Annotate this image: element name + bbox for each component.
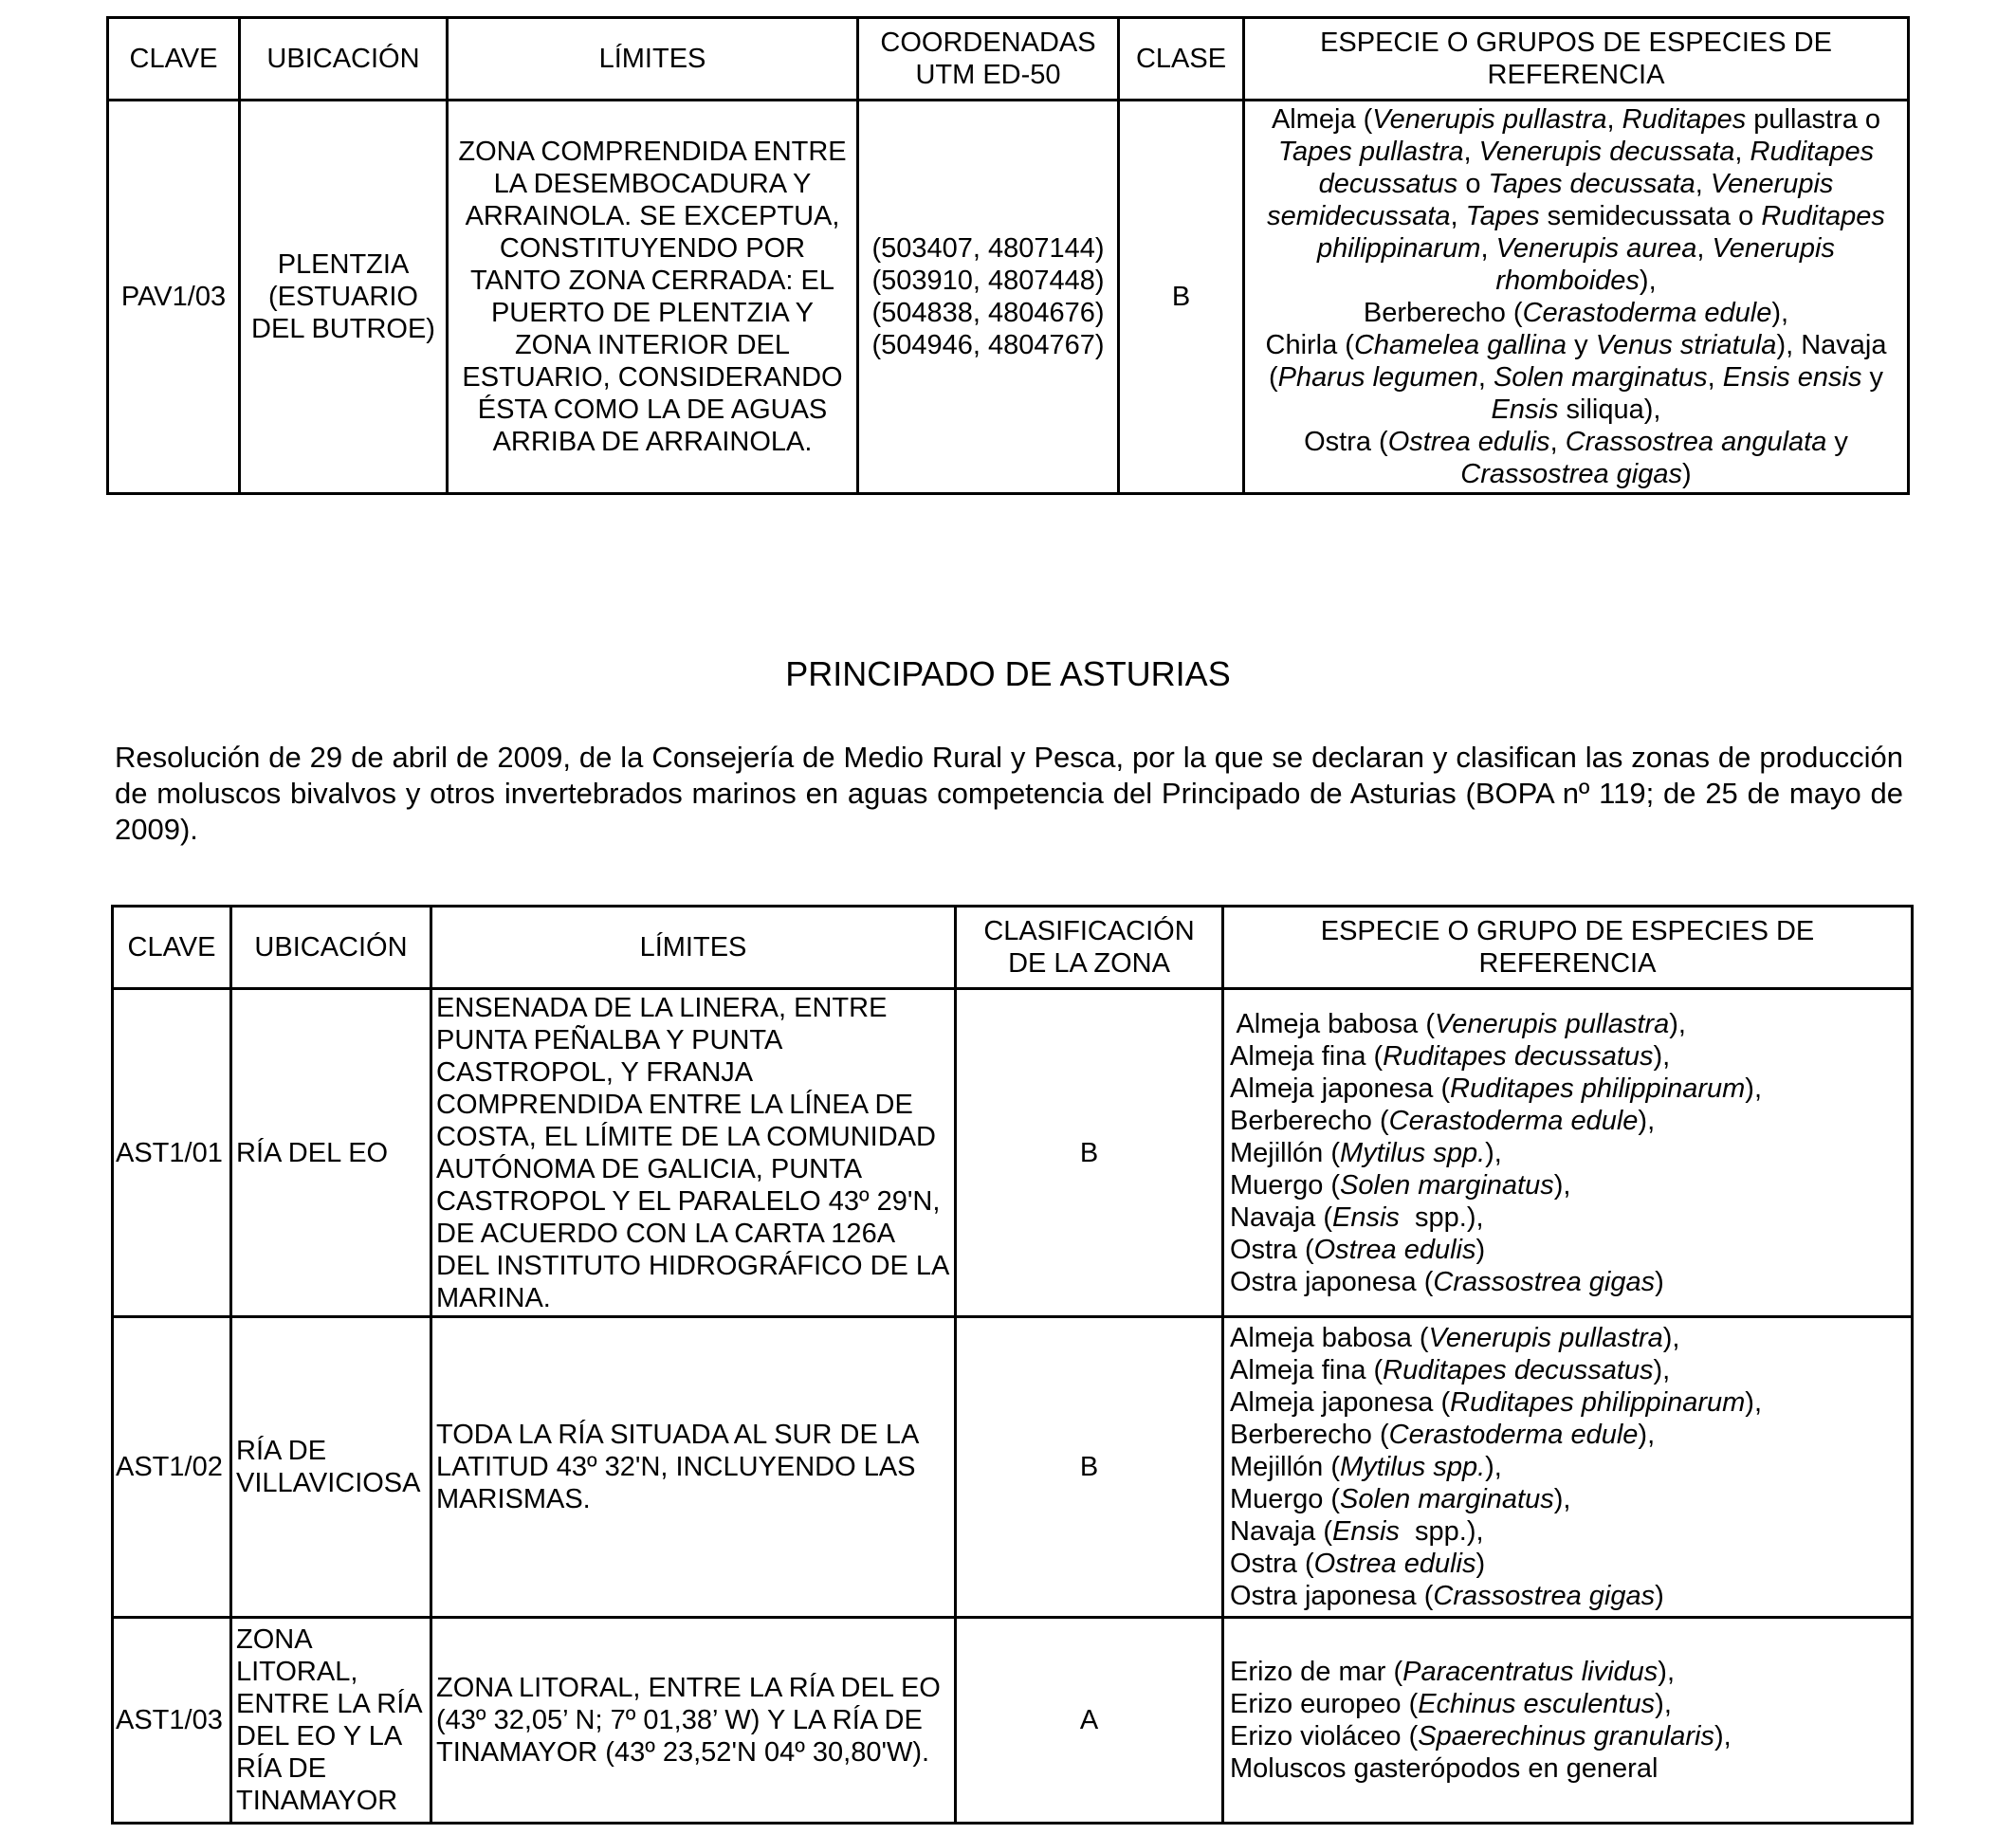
species-scientific-name: Venerupis decussata [1478, 137, 1735, 167]
species-scientific-name: Venerupis semidecussata [1267, 169, 1834, 231]
species-text: ) [1475, 1549, 1486, 1579]
species-scientific-name: Venerupis pullastra [1435, 1008, 1670, 1039]
species-text: ), [1485, 1452, 1502, 1482]
species-scientific-name: Venerupis rhomboides [1495, 233, 1835, 296]
cell-limites: TODA LA RÍA SITUADA AL SUR DE LA LATITUD 43º 32'N, INCLUYENDO LAS MARISMAS. [431, 1317, 956, 1618]
species-line [1230, 1073, 1907, 1105]
species-scientific-name: Ensis [1332, 1201, 1400, 1233]
cell-ubicacion: RÍA DEL EO [231, 989, 431, 1317]
species-line [1230, 1580, 1907, 1612]
species-text: pullastra o [1746, 104, 1881, 135]
species-scientific-name: Venerupis aurea [1495, 233, 1697, 264]
species-line [1230, 1386, 1907, 1419]
header-coordenadas: COORDENADAS UTM ED-50 [858, 18, 1119, 101]
species-scientific-name: Ruditapes philippinarum [1450, 1387, 1746, 1418]
cell-clave: AST1/01 [113, 989, 231, 1317]
species-text: ), [1745, 1387, 1762, 1418]
species-text: ), [1745, 1073, 1762, 1104]
species-scientific-name: Ruditapes philippinarum [1316, 201, 1885, 264]
species-scientific-name: Venerupis pullastra [1428, 1323, 1663, 1353]
cell-clave: AST1/03 [113, 1618, 231, 1824]
species-text: Almeja fina ( [1230, 1040, 1384, 1072]
species-scientific-name: Cerastoderma edule [1388, 1105, 1639, 1136]
species-text: ), [1771, 298, 1789, 328]
species-text: ) [1655, 1581, 1664, 1611]
table-header-row [108, 18, 1909, 101]
species-text: Ostra ( [1304, 427, 1388, 457]
species-text: ), [1662, 1323, 1680, 1353]
species-text: y [1861, 362, 1884, 393]
cell-especies [1223, 1317, 1913, 1618]
species-text: ), [1638, 1105, 1656, 1136]
coordinate: (503910, 4807448) [871, 266, 1105, 296]
species-text: Muergo ( [1230, 1484, 1341, 1514]
species-text: spp.), [1399, 1516, 1484, 1547]
species-line [1230, 1008, 1907, 1040]
species-line [1230, 1483, 1907, 1515]
species-text: Erizo violáceo ( [1230, 1721, 1419, 1751]
species-text: ), [1653, 1355, 1671, 1385]
species-scientific-name: Tapes pullastra [1277, 137, 1464, 167]
species-text: , [1450, 201, 1466, 231]
table-row [113, 1317, 1913, 1618]
cell-ubicacion: RÍA DE VILLAVICIOSA [231, 1317, 431, 1618]
cell-clasificacion: B [956, 989, 1223, 1317]
species-text: ), [1485, 1137, 1502, 1168]
species-text: siliqua), [1558, 394, 1661, 425]
species-scientific-name: Tapes [1465, 201, 1540, 231]
species-text: , [1606, 104, 1622, 135]
table-row [108, 101, 1909, 494]
species-line [1230, 1354, 1907, 1386]
species-text: ), [1638, 1420, 1656, 1450]
species-text: Chirla ( [1265, 330, 1354, 360]
coordinate: (504838, 4804676) [871, 298, 1105, 328]
coordinate: (504946, 4804767) [871, 330, 1105, 360]
species-scientific-name: Crassostrea angulata [1565, 427, 1827, 457]
cell-clave: PAV1/03 [108, 101, 240, 494]
species-scientific-name: Ruditapes [1622, 104, 1747, 135]
cell-limites: ZONA LITORAL, ENTRE LA RÍA DEL EO (43º 32,05’ N; 7º 01,38’ W) Y LA RÍA DE TINAMAYOR (43º 23,52'N 04º 30,80'W). [431, 1618, 956, 1824]
cell-clave: AST1/02 [113, 1317, 231, 1618]
species-scientific-name: Tapes decussata [1488, 169, 1695, 199]
species-text: Ostra japonesa ( [1230, 1266, 1434, 1297]
species-text: ) [1655, 1266, 1664, 1297]
species-scientific-name: Ruditapes decussatus [1318, 137, 1875, 199]
species-scientific-name: Paracentratus lividus [1402, 1657, 1659, 1687]
species-scientific-name: Solen marginatus [1340, 1169, 1554, 1201]
species-line [1230, 1515, 1907, 1548]
species-text: y [1826, 427, 1848, 457]
species-text: Mejillón ( [1230, 1137, 1341, 1168]
species-text: Almeja babosa ( [1230, 1008, 1436, 1039]
species-text: Almeja babosa ( [1230, 1323, 1429, 1353]
species-scientific-name: Crassostrea gigas [1433, 1266, 1656, 1297]
species-scientific-name: Echinus esculentus [1418, 1689, 1656, 1719]
cell-especies [1223, 989, 1913, 1317]
species-text: Berberecho ( [1230, 1420, 1389, 1450]
species-text: ), [1658, 1657, 1676, 1687]
species-text: Erizo europeo ( [1230, 1689, 1419, 1719]
species-text: Ostra ( [1230, 1549, 1314, 1579]
header-especies: ESPECIE O GRUPO DE ESPECIES DE REFERENCIA [1223, 907, 1913, 989]
species-text: ) [1682, 459, 1692, 489]
cell-clasificacion: B [956, 1317, 1223, 1618]
species-text: ), [1553, 1169, 1571, 1201]
species-text: , [1480, 233, 1496, 264]
species-text: ) [1475, 1234, 1486, 1265]
species-text: ), [1553, 1484, 1571, 1514]
species-text: ), [1669, 1008, 1686, 1039]
species-text: o [1457, 169, 1489, 199]
species-text: ), [1655, 1689, 1672, 1719]
cell-especies [1244, 101, 1909, 494]
species-line [1230, 1169, 1907, 1201]
cell-limites: ZONA COMPRENDIDA ENTRE LA DESEMBOCADURA Y ARRAINOLA. SE EXCEPTUA, CONSTITUYENDO POR TANTO ZONA CERRADA: EL PUERTO DE PLENTZIA Y ZONA INTERIOR DEL ESTUARIO, CONSIDERANDO ÉSTA COMO LA DE AGUAS ARRIBA DE ARRAINOLA. [448, 101, 858, 494]
species-scientific-name: Venus striatula [1595, 330, 1777, 360]
species-text: semidecussata o [1539, 201, 1762, 231]
header-limites: LÍMITES [431, 907, 956, 989]
species-scientific-name: Ostrea edulis [1387, 427, 1550, 457]
header-ubicacion: UBICACIÓN [240, 18, 448, 101]
species-text: Ostra ( [1230, 1234, 1314, 1265]
species-text: Navaja ( [1230, 1201, 1332, 1233]
species-text: , [1734, 137, 1750, 167]
species-scientific-name: Mytilus spp. [1340, 1452, 1486, 1482]
species-scientific-name: Ruditapes decussatus [1383, 1040, 1654, 1072]
species-line [1230, 1548, 1907, 1580]
species-text: , [1477, 362, 1494, 393]
species-line [1230, 1040, 1907, 1073]
species-line [1230, 1322, 1907, 1354]
species-text: Muergo ( [1230, 1169, 1341, 1201]
species-text: Ostra japonesa ( [1230, 1581, 1434, 1611]
species-line [1230, 1720, 1907, 1752]
header-especies: ESPECIE O GRUPOS DE ESPECIES DE REFERENCIA [1244, 18, 1909, 101]
section-title: PRINCIPADO DE ASTURIAS [785, 654, 1231, 693]
species-text: Mejillón ( [1230, 1452, 1341, 1482]
asturias-zone-table [111, 905, 1914, 1825]
species-text: Almeja fina ( [1230, 1355, 1384, 1385]
header-clasificacion: CLASIFICACIÓN DE LA ZONA [956, 907, 1223, 989]
species-scientific-name: Spaerechinus granularis [1418, 1721, 1714, 1751]
species-text: ), Navaja ( [1268, 330, 1887, 393]
species-text: ), [1714, 1721, 1732, 1751]
cell-ubicacion: PLENTZIA (ESTUARIO DEL BUTROE) [240, 101, 448, 494]
species-scientific-name: Mytilus spp. [1340, 1137, 1486, 1168]
species-text: Navaja ( [1230, 1516, 1332, 1547]
species-text: Erizo de mar ( [1230, 1657, 1403, 1687]
species-text: ), [1639, 266, 1657, 296]
species-scientific-name: Ruditapes decussatus [1383, 1355, 1654, 1385]
species-text: Berberecho ( [1230, 1105, 1389, 1136]
header-limites: LÍMITES [448, 18, 858, 101]
species-scientific-name: Ostrea edulis [1313, 1549, 1476, 1579]
species-scientific-name: Crassostrea gigas [1460, 459, 1683, 489]
species-line [1230, 1266, 1907, 1298]
species-text: Almeja ( [1271, 104, 1373, 135]
table-header-row [113, 907, 1913, 989]
species-text: , [1707, 362, 1723, 393]
species-scientific-name: Ruditapes philippinarum [1450, 1073, 1746, 1104]
species-scientific-name: Venerupis pullastra [1372, 104, 1607, 135]
species-text: y [1567, 330, 1596, 360]
species-scientific-name: Chamelea gallina [1353, 330, 1567, 360]
cell-coordenadas [858, 101, 1119, 494]
cell-ubicacion: ZONA LITORAL, ENTRE LA RÍA DEL EO Y LA RÍA DE TINAMAYOR [231, 1618, 431, 1824]
species-scientific-name: Ensis ensis [1722, 362, 1862, 393]
species-text: Moluscos gasterópodos en general [1230, 1753, 1659, 1784]
plentzia-zone-table [106, 16, 1910, 495]
species-line [1230, 1688, 1907, 1720]
species-scientific-name: Cerastoderma edule [1522, 298, 1772, 328]
species-scientific-name: Crassostrea gigas [1433, 1581, 1656, 1611]
species-text: spp.), [1399, 1201, 1484, 1233]
table-row [113, 1618, 1913, 1824]
species-scientific-name: Cerastoderma edule [1388, 1420, 1639, 1450]
species-scientific-name: Solen marginatus [1340, 1484, 1554, 1514]
resolution-paragraph: Resolución de 29 de abril de 2009, de la Consejería de Medio Rural y Pesca, por la que se declaran y clasifican las zonas de producción de moluscos bivalvos y otros invertebrados marinos en aguas competencia del Principado de Asturias (BOPA nº 119; de 25 de mayo de 2009). [115, 741, 1903, 846]
species-line [1230, 1201, 1907, 1234]
species-text: Berberecho ( [1363, 298, 1523, 328]
species-scientific-name: Solen marginatus [1493, 362, 1708, 393]
species-text: ), [1653, 1040, 1671, 1072]
header-clase: CLASE [1119, 18, 1244, 101]
cell-especies [1223, 1618, 1913, 1824]
header-clave: CLAVE [108, 18, 240, 101]
header-ubicacion: UBICACIÓN [231, 907, 431, 989]
species-line [1230, 1234, 1907, 1266]
species-text: Almeja japonesa ( [1230, 1073, 1451, 1104]
species-text: , [1463, 137, 1479, 167]
cell-limites: ENSENADA DE LA LINERA, ENTRE PUNTA PEÑALBA Y PUNTA CASTROPOL, Y FRANJA COMPRENDIDA ENTRE LA LÍNEA DE COSTA, EL LÍMITE DE LA COMUNIDAD AUTÓNOMA DE GALICIA, PUNTA CASTROPOL Y EL PARALELO 43º 29'N, DE ACUERDO CON LA CARTA 126A DEL INSTITUTO HIDROGRÁFICO DE LA MARINA. [431, 989, 956, 1317]
coordinate: (503407, 4807144) [871, 233, 1105, 264]
cell-clase: B [1119, 101, 1244, 494]
species-text: , [1695, 169, 1711, 199]
species-scientific-name: Ostrea edulis [1313, 1234, 1476, 1265]
species-text: , [1696, 233, 1713, 264]
species-line [1230, 1752, 1907, 1785]
species-line [1230, 1656, 1907, 1688]
species-text: , [1549, 427, 1566, 457]
species-line [1230, 1105, 1907, 1137]
species-line [1230, 1419, 1907, 1451]
species-scientific-name: Pharus legumen [1277, 362, 1478, 393]
table-row [113, 989, 1913, 1317]
cell-clasificacion: A [956, 1618, 1223, 1824]
header-clave: CLAVE [113, 907, 231, 989]
species-scientific-name: Ensis [1491, 394, 1559, 425]
species-line [1230, 1451, 1907, 1483]
species-line [1230, 1137, 1907, 1169]
species-text: Almeja japonesa ( [1230, 1387, 1451, 1418]
species-scientific-name: Ensis [1332, 1516, 1400, 1547]
